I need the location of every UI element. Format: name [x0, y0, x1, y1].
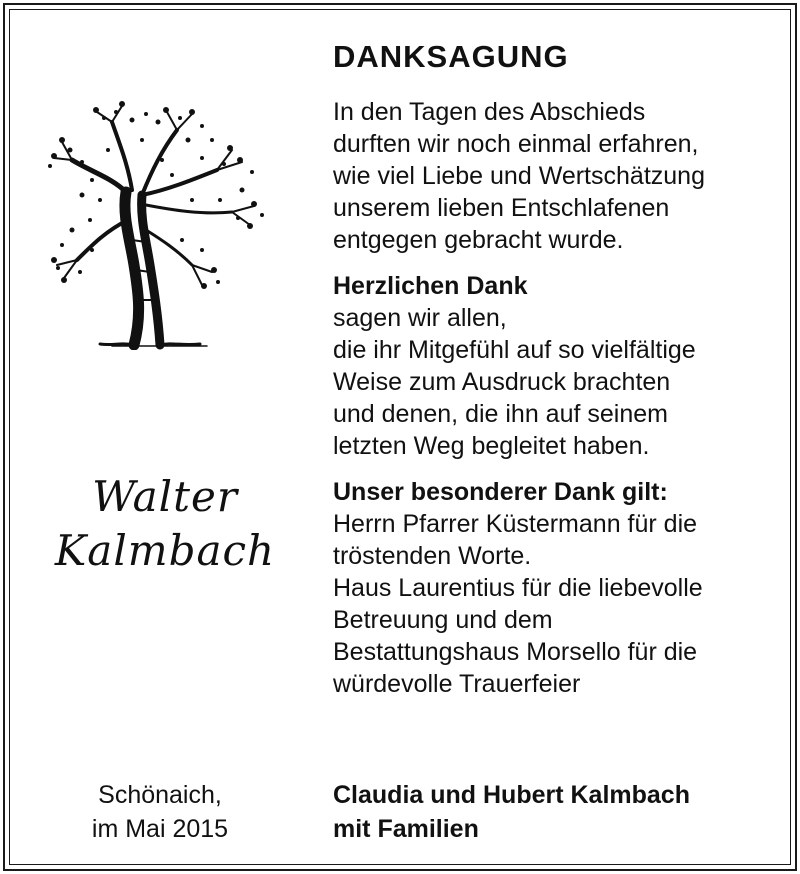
special-thanks-line: Haus Laurentius für die liebevolle	[333, 574, 703, 602]
special-thanks-line: Bestattungshaus Morsello für die	[333, 638, 698, 666]
special-thanks-paragraph	[333, 476, 783, 700]
special-thanks-line: würdevolle Trauerfeier	[333, 670, 581, 698]
special-thanks-line: Herrn Pfarrer Küstermann für die	[333, 510, 698, 538]
thanks-line: Weise zum Ausdruck brachten	[333, 368, 671, 396]
special-thanks-line: tröstenden Worte.	[333, 542, 532, 570]
intro-line: unserem lieben Entschlafenen	[333, 194, 670, 222]
intro-line: entgegen gebracht wurde.	[333, 226, 624, 254]
special-thanks-heading: Unser besonderer Dank gilt:	[333, 478, 668, 506]
thanks-line: und denen, die ihn auf seinem	[333, 400, 668, 428]
page-title: DANKSAGUNG	[333, 39, 569, 74]
thanks-heading: Herzlichen Dank	[333, 272, 528, 300]
signoff-names: Claudia und Hubert Kalmbach	[333, 781, 690, 809]
intro-line: durften wir noch einmal erfahren,	[333, 130, 699, 158]
intro-line: In den Tagen des Abschieds	[333, 98, 646, 126]
deceased-name	[20, 470, 310, 578]
place-date	[60, 778, 260, 846]
signoff-family: mit Familien	[333, 815, 479, 843]
thanks-line: die ihr Mitgefühl auf so vielfältige	[333, 336, 696, 364]
intro-line: wie viel Liebe und Wertschätzung	[333, 162, 705, 190]
right-column	[333, 38, 783, 700]
special-thanks-line: Betreuung und dem	[333, 606, 553, 634]
intro-paragraph	[333, 96, 783, 256]
first-name: Walter	[92, 472, 238, 521]
place-town: Schönaich,	[98, 781, 222, 809]
thanks-line: sagen wir allen,	[333, 304, 507, 332]
place-date-line: im Mai 2015	[91, 815, 229, 843]
last-name: Kalmbach	[54, 526, 276, 575]
tree-icon	[42, 100, 272, 350]
thanks-paragraph	[333, 270, 783, 462]
signoff	[333, 778, 783, 846]
thanks-line: letzten Weg begleitet haben.	[333, 432, 650, 460]
